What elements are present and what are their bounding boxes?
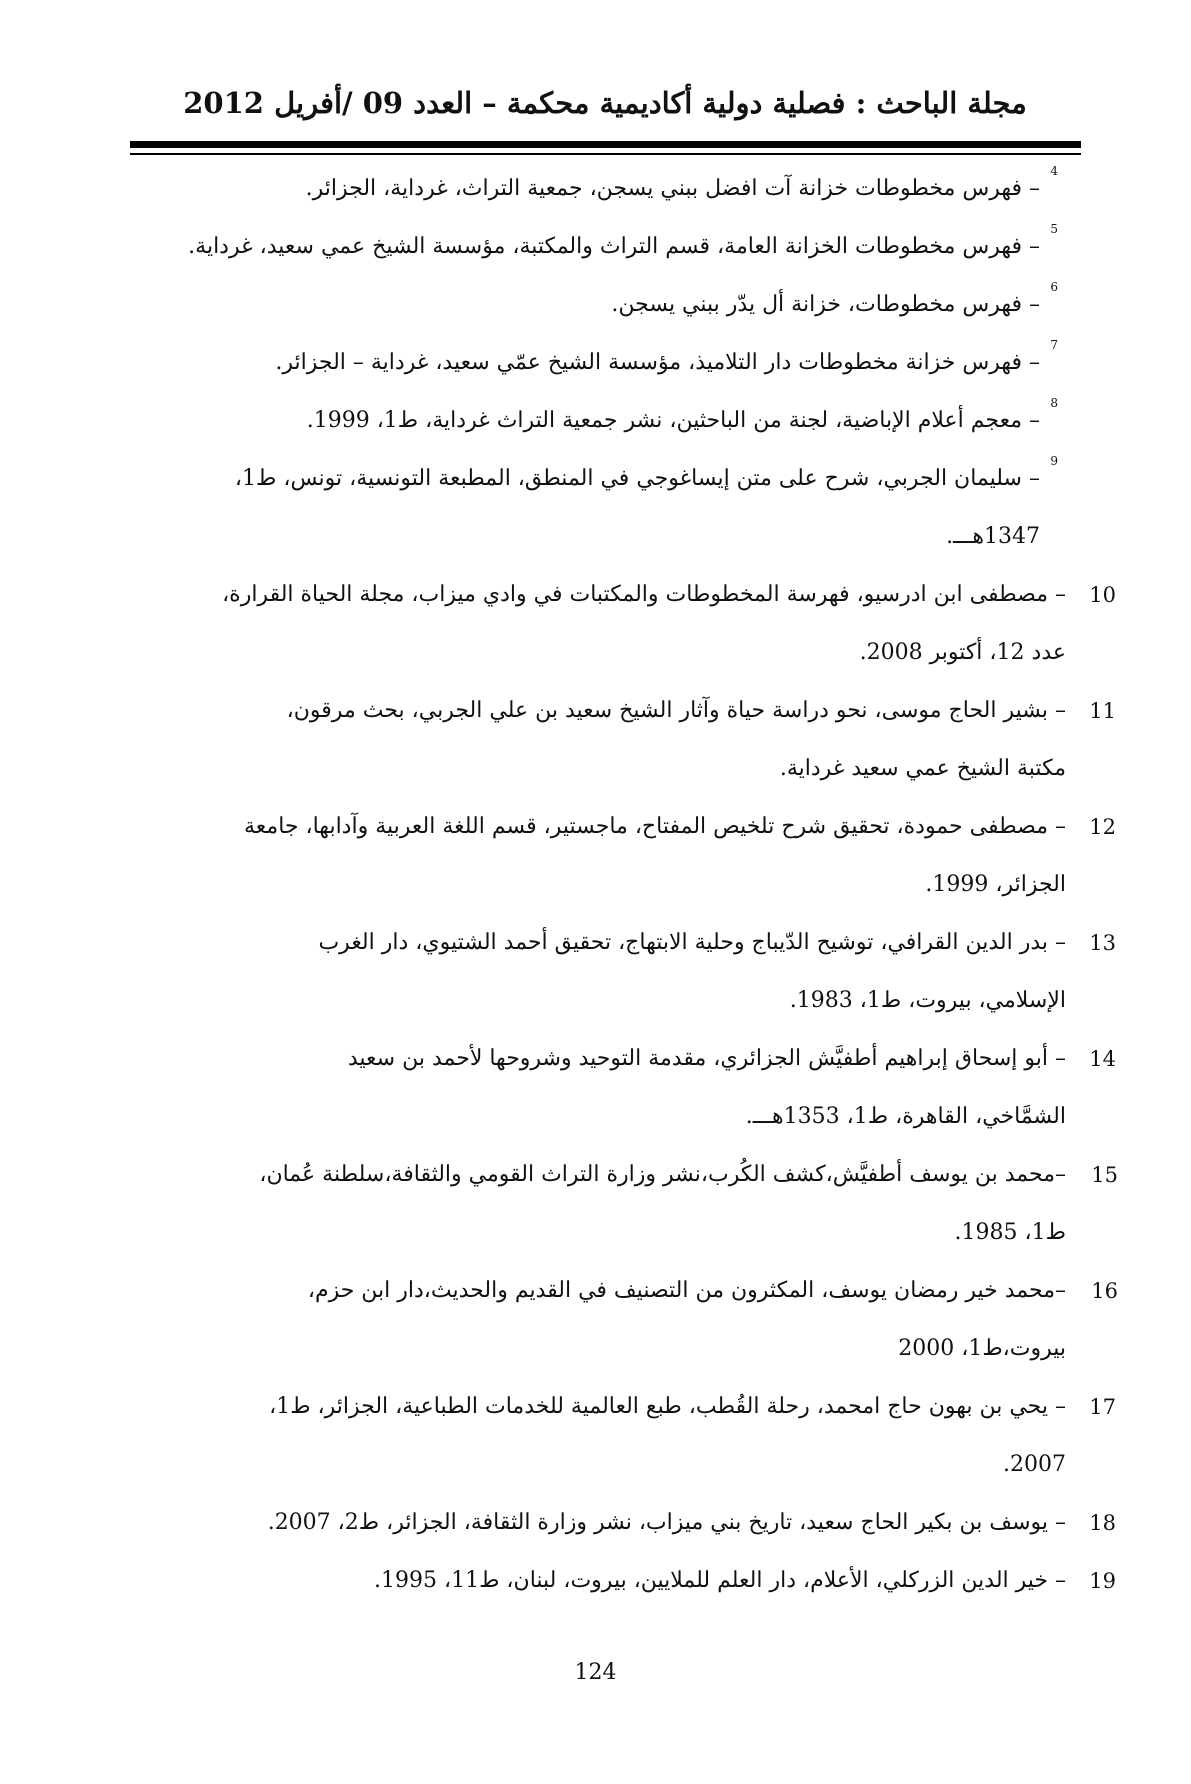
reference-number: 19 xyxy=(1089,1569,1116,1593)
reference-text: – يوسف بن بكير الحاج سعيد، تاريخ بني ميزاب، نشر وزارة الثقافة، الجزائر، ط2، 2007. xyxy=(267,1510,1066,1535)
reference-number: 14 xyxy=(1089,1047,1116,1071)
reference-18 xyxy=(120,1494,1116,1552)
references-list xyxy=(120,160,1118,1610)
reference-17 xyxy=(120,1378,1116,1494)
reference-number: 12 xyxy=(1089,815,1116,839)
journal-header: مجلة الباحث : فصلية دولية أكاديمية محكمة – العدد 09 /أفريل 2012 xyxy=(183,86,1027,120)
footnote-6 xyxy=(120,276,1086,334)
reference-text: –محمد خير رمضان يوسف، المكثرون من التصنيف في القديم والحديث،دار ابن حزم، xyxy=(307,1278,1066,1303)
reference-text: – أبو إسحاق إبراهيم أطفيَّش الجزائري، مقدمة التوحيد وشروحها لأحمد بن سعيد xyxy=(347,1046,1066,1071)
reference-text: –محمد بن يوسف أطفيَّش،كشف الكُرب،نشر وزارة التراث القومي والثقافة،سلطنة عُمان، xyxy=(259,1162,1066,1187)
footnote-9 xyxy=(120,450,1086,566)
reference-number: 13 xyxy=(1089,931,1116,955)
footnote-number: 7 xyxy=(1050,338,1058,352)
reference-text-continued: عدد 12، أكتوبر 2008. xyxy=(859,640,1066,665)
reference-12 xyxy=(120,798,1116,914)
reference-number: 10 xyxy=(1089,583,1116,607)
reference-text-continued: بيروت،ط1، 2000 xyxy=(898,1336,1066,1361)
page-number: 124 xyxy=(574,1660,617,1685)
footnote-number: 9 xyxy=(1050,454,1058,468)
reference-text-continued: ط1، 1985. xyxy=(954,1220,1066,1245)
footnote-number: 6 xyxy=(1050,280,1058,294)
reference-text-continued: الجزائر، 1999. xyxy=(925,872,1066,897)
reference-number: 17 xyxy=(1089,1395,1116,1419)
reference-text-continued: مكتبة الشيخ عمي سعيد غرداية. xyxy=(779,756,1066,781)
reference-text-continued: 2007. xyxy=(1003,1452,1066,1477)
reference-text: – بشير الحاج موسى، نحو دراسة حياة وآثار الشيخ سعيد بن علي الجربي، بحث مرقون، xyxy=(286,698,1066,723)
reference-13 xyxy=(120,914,1116,1030)
footnote-text-continued: 1347هـــ. xyxy=(946,524,1040,549)
footnote-number: 8 xyxy=(1050,396,1058,410)
reference-number: 15 xyxy=(1091,1163,1118,1187)
footnote-text: – فهرس مخطوطات خزانة آت افضل ببني يسجن، جمعية التراث، غرداية، الجزائر. xyxy=(305,176,1040,201)
reference-number: 16 xyxy=(1091,1279,1118,1303)
reference-19 xyxy=(120,1552,1116,1610)
footnote-5 xyxy=(120,218,1086,276)
reference-text-continued: الإسلامي، بيروت، ط1، 1983. xyxy=(789,988,1066,1013)
reference-15 xyxy=(120,1146,1118,1262)
footnote-number: 4 xyxy=(1050,164,1058,178)
footnote-text: – فهرس مخطوطات الخزانة العامة، قسم التراث والمكتبة، مؤسسة الشيخ عمي سعيد، غرداية. xyxy=(188,234,1040,259)
reference-text: – مصطفى ابن ادرسيو، فهرسة المخطوطات والمكتبات في وادي ميزاب، مجلة الحياة القرارة، xyxy=(222,582,1066,607)
reference-text: – مصطفى حمودة، تحقيق شرح تلخيص المفتاح، ماجستير، قسم اللغة العربية وآدابها، جامعة xyxy=(244,814,1066,839)
reference-14 xyxy=(120,1030,1116,1146)
header-rule-thin xyxy=(130,153,1081,155)
footnote-7 xyxy=(120,334,1086,392)
footnote-text: – فهرس مخطوطات، خزانة أل يدّر ببني يسجن. xyxy=(611,292,1040,317)
reference-10 xyxy=(120,566,1116,682)
footnote-text: – سليمان الجربي، شرح على متن إيساغوجي في المنطق، المطبعة التونسية، تونس، ط1، xyxy=(234,466,1040,491)
reference-number: 18 xyxy=(1089,1511,1116,1535)
footnote-8 xyxy=(120,392,1086,450)
reference-text: – بدر الدين القرافي، توشيح الدّيباج وحلية الابتهاج، تحقيق أحمد الشتيوي، دار الغرب xyxy=(318,930,1066,955)
header-rule-thick xyxy=(130,141,1081,148)
reference-text-continued: الشمَّاخي، القاهرة، ط1، 1353هـــ. xyxy=(745,1104,1066,1129)
footnote-4 xyxy=(120,160,1086,218)
footnote-text: – فهرس خزانة مخطوطات دار التلاميذ، مؤسسة الشيخ عمّي سعيد، غرداية – الجزائر. xyxy=(275,350,1040,375)
footnote-number: 5 xyxy=(1050,222,1058,236)
footnote-text: – معجم أعلام الإباضية، لجنة من الباحثين، نشر جمعية التراث غرداية، ط1، 1999. xyxy=(306,408,1040,433)
reference-16 xyxy=(120,1262,1118,1378)
reference-number: 11 xyxy=(1089,699,1116,723)
reference-11 xyxy=(120,682,1116,798)
reference-text: – خير الدين الزركلي، الأعلام، دار العلم للملايين، بيروت، لبنان، ط11، 1995. xyxy=(374,1568,1066,1593)
reference-text: – يحي بن بهون حاج امحمد، رحلة القُطب، طبع العالمية للخدمات الطباعية، الجزائر، ط1، xyxy=(269,1394,1066,1419)
